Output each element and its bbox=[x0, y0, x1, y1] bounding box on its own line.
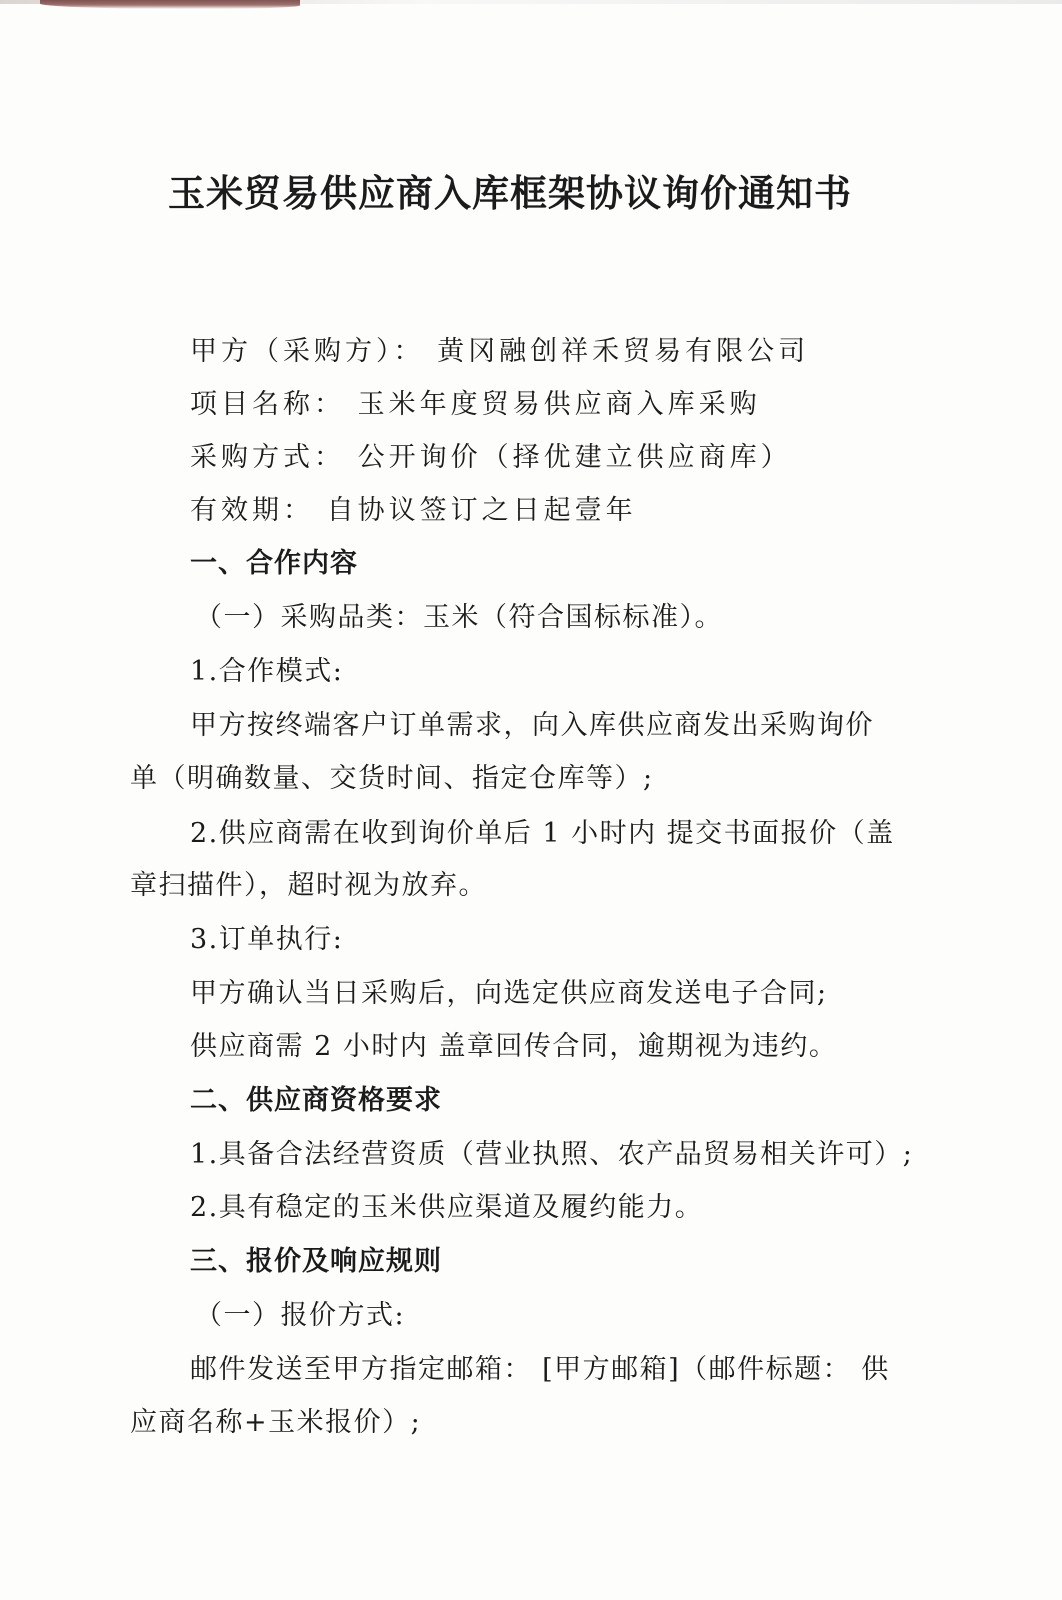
purchase-method-line: 采购方式： 公开询价（择优建立供应商库） bbox=[190, 442, 792, 473]
section-2-item2: 2.具有稳定的玉米供应渠道及履约能力。 bbox=[190, 1192, 704, 1223]
section-1-item3-line1: 甲方确认当日采购后，向选定供应商发送电子合同; bbox=[190, 978, 828, 1009]
scan-edge-shadow bbox=[40, 0, 300, 9]
section-1-item2-line2: 章扫描件），超时视为放弃。 bbox=[130, 870, 487, 901]
section-3-heading: 三、报价及响应规则 bbox=[190, 1246, 442, 1277]
validity-line: 有效期： 自协议签订之日起壹年 bbox=[190, 495, 637, 526]
document-title: 玉米贸易供应商入库框架协议询价通知书 bbox=[168, 171, 852, 215]
project-name-line: 项目名称： 玉米年度贸易供应商入库采购 bbox=[190, 389, 761, 420]
section-1-sub1: （一）采购品类：玉米（符合国标标准）。 bbox=[195, 602, 723, 633]
section-2-heading: 二、供应商资格要求 bbox=[190, 1085, 442, 1116]
section-1-item1-text-line1: 甲方按终端客户订单需求，向入库供应商发出采购询价 bbox=[190, 710, 874, 741]
section-1-item3-title: 3.订单执行: bbox=[190, 924, 344, 955]
section-1-item1-text-line2: 单（明确数量、交货时间、指定仓库等）; bbox=[130, 763, 654, 794]
section-1-item3-line2: 供应商需 2 小时内 盖章回传合同，逾期视为违约。 bbox=[190, 1031, 838, 1062]
section-1-item2-line1: 2.供应商需在收到询价单后 1 小时内 提交书面报价（盖 bbox=[190, 818, 895, 849]
section-1-item1-title: 1.合作模式: bbox=[190, 656, 344, 687]
section-3-text-line2: 应商名称+玉米报价）; bbox=[130, 1407, 422, 1438]
section-3-text-line1: 邮件发送至甲方指定邮箱： [甲方邮箱]（邮件标题： 供 bbox=[190, 1354, 890, 1385]
section-2-item1: 1.具备合法经营资质（营业执照、农产品贸易相关许可）; bbox=[190, 1139, 914, 1170]
section-1-heading: 一、合作内容 bbox=[190, 548, 358, 579]
section-3-sub1: （一）报价方式: bbox=[195, 1300, 406, 1331]
party-a-line: 甲方（采购方）： 黄冈融创祥禾贸易有限公司 bbox=[190, 336, 810, 367]
